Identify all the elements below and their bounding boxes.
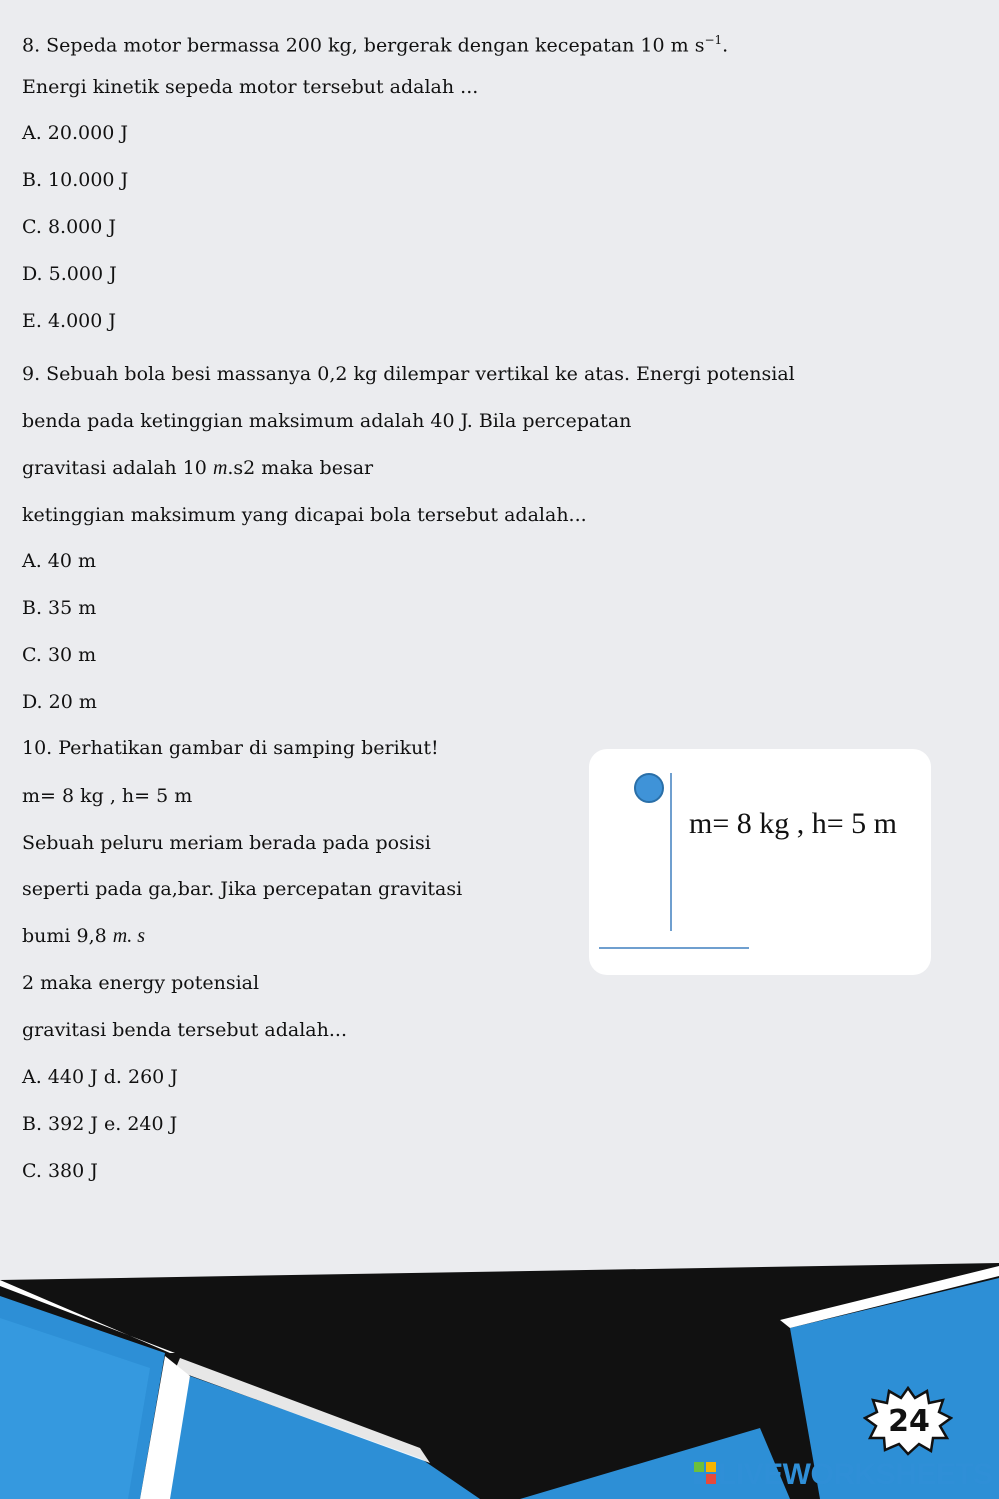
q10-stem-line-5: bumi 9,8 m. s [22, 925, 146, 947]
q8-option-d[interactable]: D. 5.000 J [22, 263, 117, 285]
q10-stem-line-7: gravitasi benda tersebut adalah... [22, 1019, 347, 1041]
q10-stem-line-6: 2 maka energy potensial [22, 972, 260, 994]
q10-option-b-e[interactable]: B. 392 J e. 240 J [22, 1113, 178, 1135]
q10-stem-line-3: Sebuah peluru meriam berada pada posisi [22, 832, 431, 854]
q10-stem-line-4: seperti pada ga,bar. Jika percepatan gravitasi [22, 878, 463, 900]
ground-line [599, 947, 749, 949]
q9-option-c[interactable]: C. 30 m [22, 644, 97, 666]
q9-option-a[interactable]: A. 40 m [22, 550, 97, 572]
q8-option-c[interactable]: C. 8.000 J [22, 216, 116, 238]
height-line [670, 773, 672, 931]
q8-stem-line-2: Energi kinetik sepeda motor tersebut adalah ... [22, 76, 479, 98]
q9-stem-line-2: benda pada ketinggian maksimum adalah 40 J. Bila percepatan [22, 410, 632, 432]
q9-stem-line-1: 9. Sebuah bola besi massanya 0,2 kg dilempar vertikal ke atas. Energi potensial [22, 363, 795, 385]
q8-option-e[interactable]: E. 4.000 J [22, 310, 116, 332]
q9-option-b[interactable]: B. 35 m [22, 597, 97, 619]
q10-figure [589, 749, 931, 975]
q10-option-a-d[interactable]: A. 440 J d. 260 J [22, 1066, 178, 1088]
q8-option-b[interactable]: B. 10.000 J [22, 169, 129, 191]
q8-stem-line-1: 8. Sepeda motor bermassa 200 kg, bergerak dengan kecepatan 10 m $s^{-1}$. [22, 33, 729, 57]
liveworksheets-logo-icon [694, 1462, 716, 1484]
cannonball-circle [634, 773, 664, 803]
page-number: 24 [888, 1404, 930, 1439]
q8-option-a[interactable]: A. 20.000 J [22, 122, 128, 144]
q10-option-c[interactable]: C. 380 J [22, 1160, 98, 1182]
q10-stem-line-1: 10. Perhatikan gambar di samping berikut! [22, 737, 439, 759]
q9-stem-line-3: gravitasi adalah 10 m.s2 maka besar [22, 457, 374, 479]
figure-label: m= 8 kg , h= 5 m [689, 807, 898, 840]
q10-stem-line-2: m= 8 kg , h= 5 m [22, 785, 193, 807]
liveworksheets-brand[interactable]: LIVEWORKSHEETS [718, 1458, 993, 1491]
q9-option-d[interactable]: D. 20 m [22, 691, 97, 713]
q9-stem-line-4: ketinggian maksimum yang dicapai bola tersebut adalah... [22, 504, 587, 526]
